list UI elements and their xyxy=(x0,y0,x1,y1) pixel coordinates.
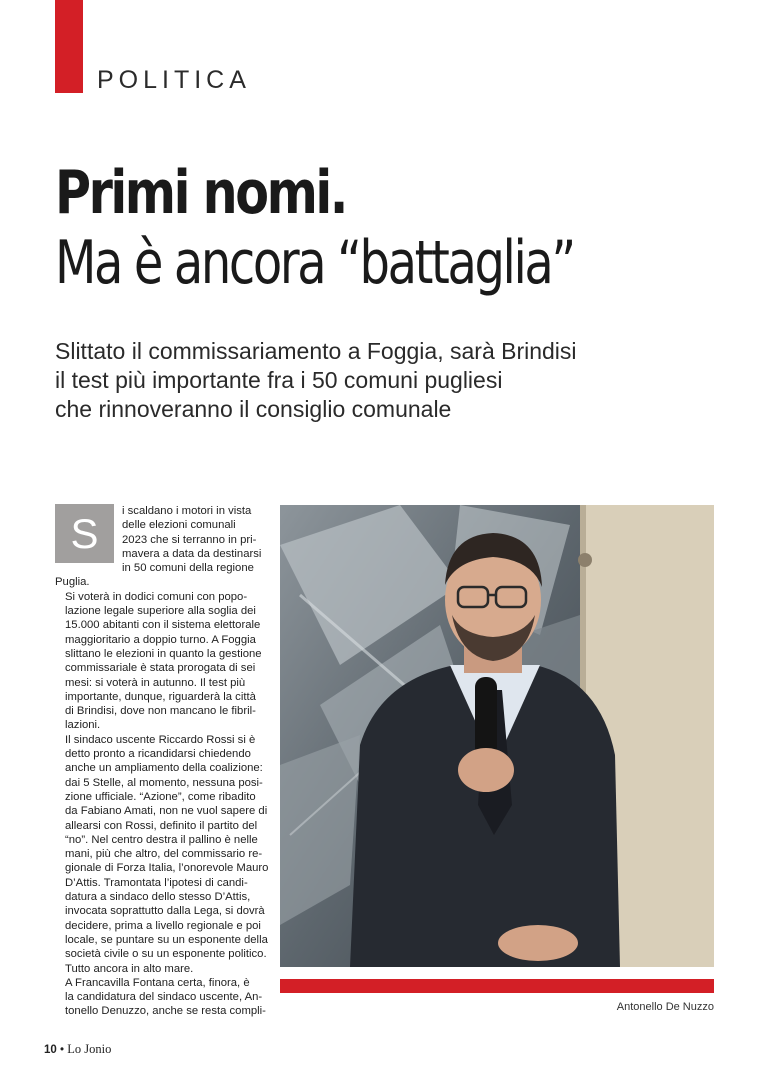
article-line: D’Attis. Tramontata l’ipotesi di candi- xyxy=(65,876,248,889)
article-line: anche un ampliamento della coalizione: xyxy=(65,762,263,775)
article-paragraph xyxy=(55,575,265,589)
article-line: gionale di Forza Italia, l’onorevole Mauro xyxy=(65,862,269,875)
article-line: i scaldano i motori in vista xyxy=(122,505,252,517)
speaker-photo-illustration xyxy=(280,505,714,967)
article-line: Tutto ancora in alto mare. xyxy=(65,962,194,975)
article-line: zione ufficiale. “Azione”, come ribadito xyxy=(65,790,256,803)
subtitle-line: il test più importante fra i 50 comuni pugliesi xyxy=(55,367,503,393)
page-folio xyxy=(44,1042,111,1057)
subtitle xyxy=(55,337,695,424)
article-line: A Francavilla Fontana certa, finora, è xyxy=(65,976,250,989)
magazine-name: Lo Jonio xyxy=(67,1042,112,1056)
article-paragraphs xyxy=(55,575,269,1018)
article-line: decidere, prima a livello regionale e poi xyxy=(65,919,261,932)
article-line: in 50 comuni della regione xyxy=(122,562,254,575)
section-accent-bar xyxy=(55,0,83,93)
article-line: invocata soprattutto dalla Lega, si dovrà xyxy=(65,905,265,918)
article-line: importante, dunque, riguarderà la città xyxy=(65,690,256,703)
article-line: Si voterà in dodici comuni con popo- xyxy=(65,590,248,603)
article-line: delle elezioni comunali xyxy=(122,519,236,532)
section-label: POLITICA xyxy=(97,66,251,94)
article-body xyxy=(55,504,269,1019)
photo-accent-bar xyxy=(280,979,714,993)
article-line: lazione legale superiore alla soglia dei xyxy=(65,605,256,618)
article-photo xyxy=(280,505,714,967)
article-line: 2023 che si terranno in pri- xyxy=(122,533,257,546)
headline-line-2: Ma è ancora “battaglia” xyxy=(55,228,574,298)
folio-separator: • xyxy=(60,1044,65,1056)
article-line: mani, più che altro, del commissario re- xyxy=(65,848,263,861)
headline xyxy=(55,158,745,298)
subtitle-line: Slittato il commissariamento a Foggia, sarà Brindisi xyxy=(55,338,577,364)
article-paragraph xyxy=(55,590,265,733)
article-line: da Fabiano Amati, non ne vuol sapere di xyxy=(65,805,268,818)
photo-caption: Antonello De Nuzzo xyxy=(616,1001,714,1013)
article-line: slittano le elezioni in quanto la gestione xyxy=(65,647,262,660)
article-line: società civile o su un esponente politico. xyxy=(65,948,267,961)
article-line: allearsi con Rossi, definito il partito del xyxy=(65,819,258,832)
drop-cap: S xyxy=(55,504,114,563)
article-line: mesi: si voterà in autunno. Il test più xyxy=(65,676,246,689)
article-line: 15.000 abitanti con il sistema elettorale xyxy=(65,619,261,632)
article-line: detto pronto a ricandidarsi chiedendo xyxy=(65,748,251,761)
article-line: la candidatura del sindaco uscente, An- xyxy=(65,991,263,1004)
article-line: commissariale è stata prorogata di sei xyxy=(65,662,256,675)
page-number: 10 xyxy=(44,1044,57,1056)
article-paragraph xyxy=(55,976,265,1019)
article-line: datura a sindaco dello stesso D’Attis, xyxy=(65,891,251,904)
article-line: mavera a data da destinarsi xyxy=(122,547,262,560)
article-line: maggioritario a doppio turno. A Foggia xyxy=(65,633,256,646)
subtitle-line: che rinnoveranno il consiglio comunale xyxy=(55,396,452,422)
article-line: di Brindisi, dove non mancano le fibril- xyxy=(65,705,256,718)
article-line: locale, se puntare su un esponente della xyxy=(65,933,268,946)
headline-line-1: Primi nomi. xyxy=(55,158,347,228)
article-line: dai 5 Stelle, al momento, nessuna posi- xyxy=(65,776,263,789)
article-line: lazioni. xyxy=(65,719,101,732)
article-line: “no”. Nel centro destra il pallino è nelle xyxy=(65,833,258,846)
article-paragraph xyxy=(55,733,269,976)
article-line: tonello Denuzzo, anche se resta compli- xyxy=(65,1005,266,1018)
article-line: Puglia. xyxy=(55,576,90,589)
article-line: Il sindaco uscente Riccardo Rossi si è xyxy=(65,733,256,746)
